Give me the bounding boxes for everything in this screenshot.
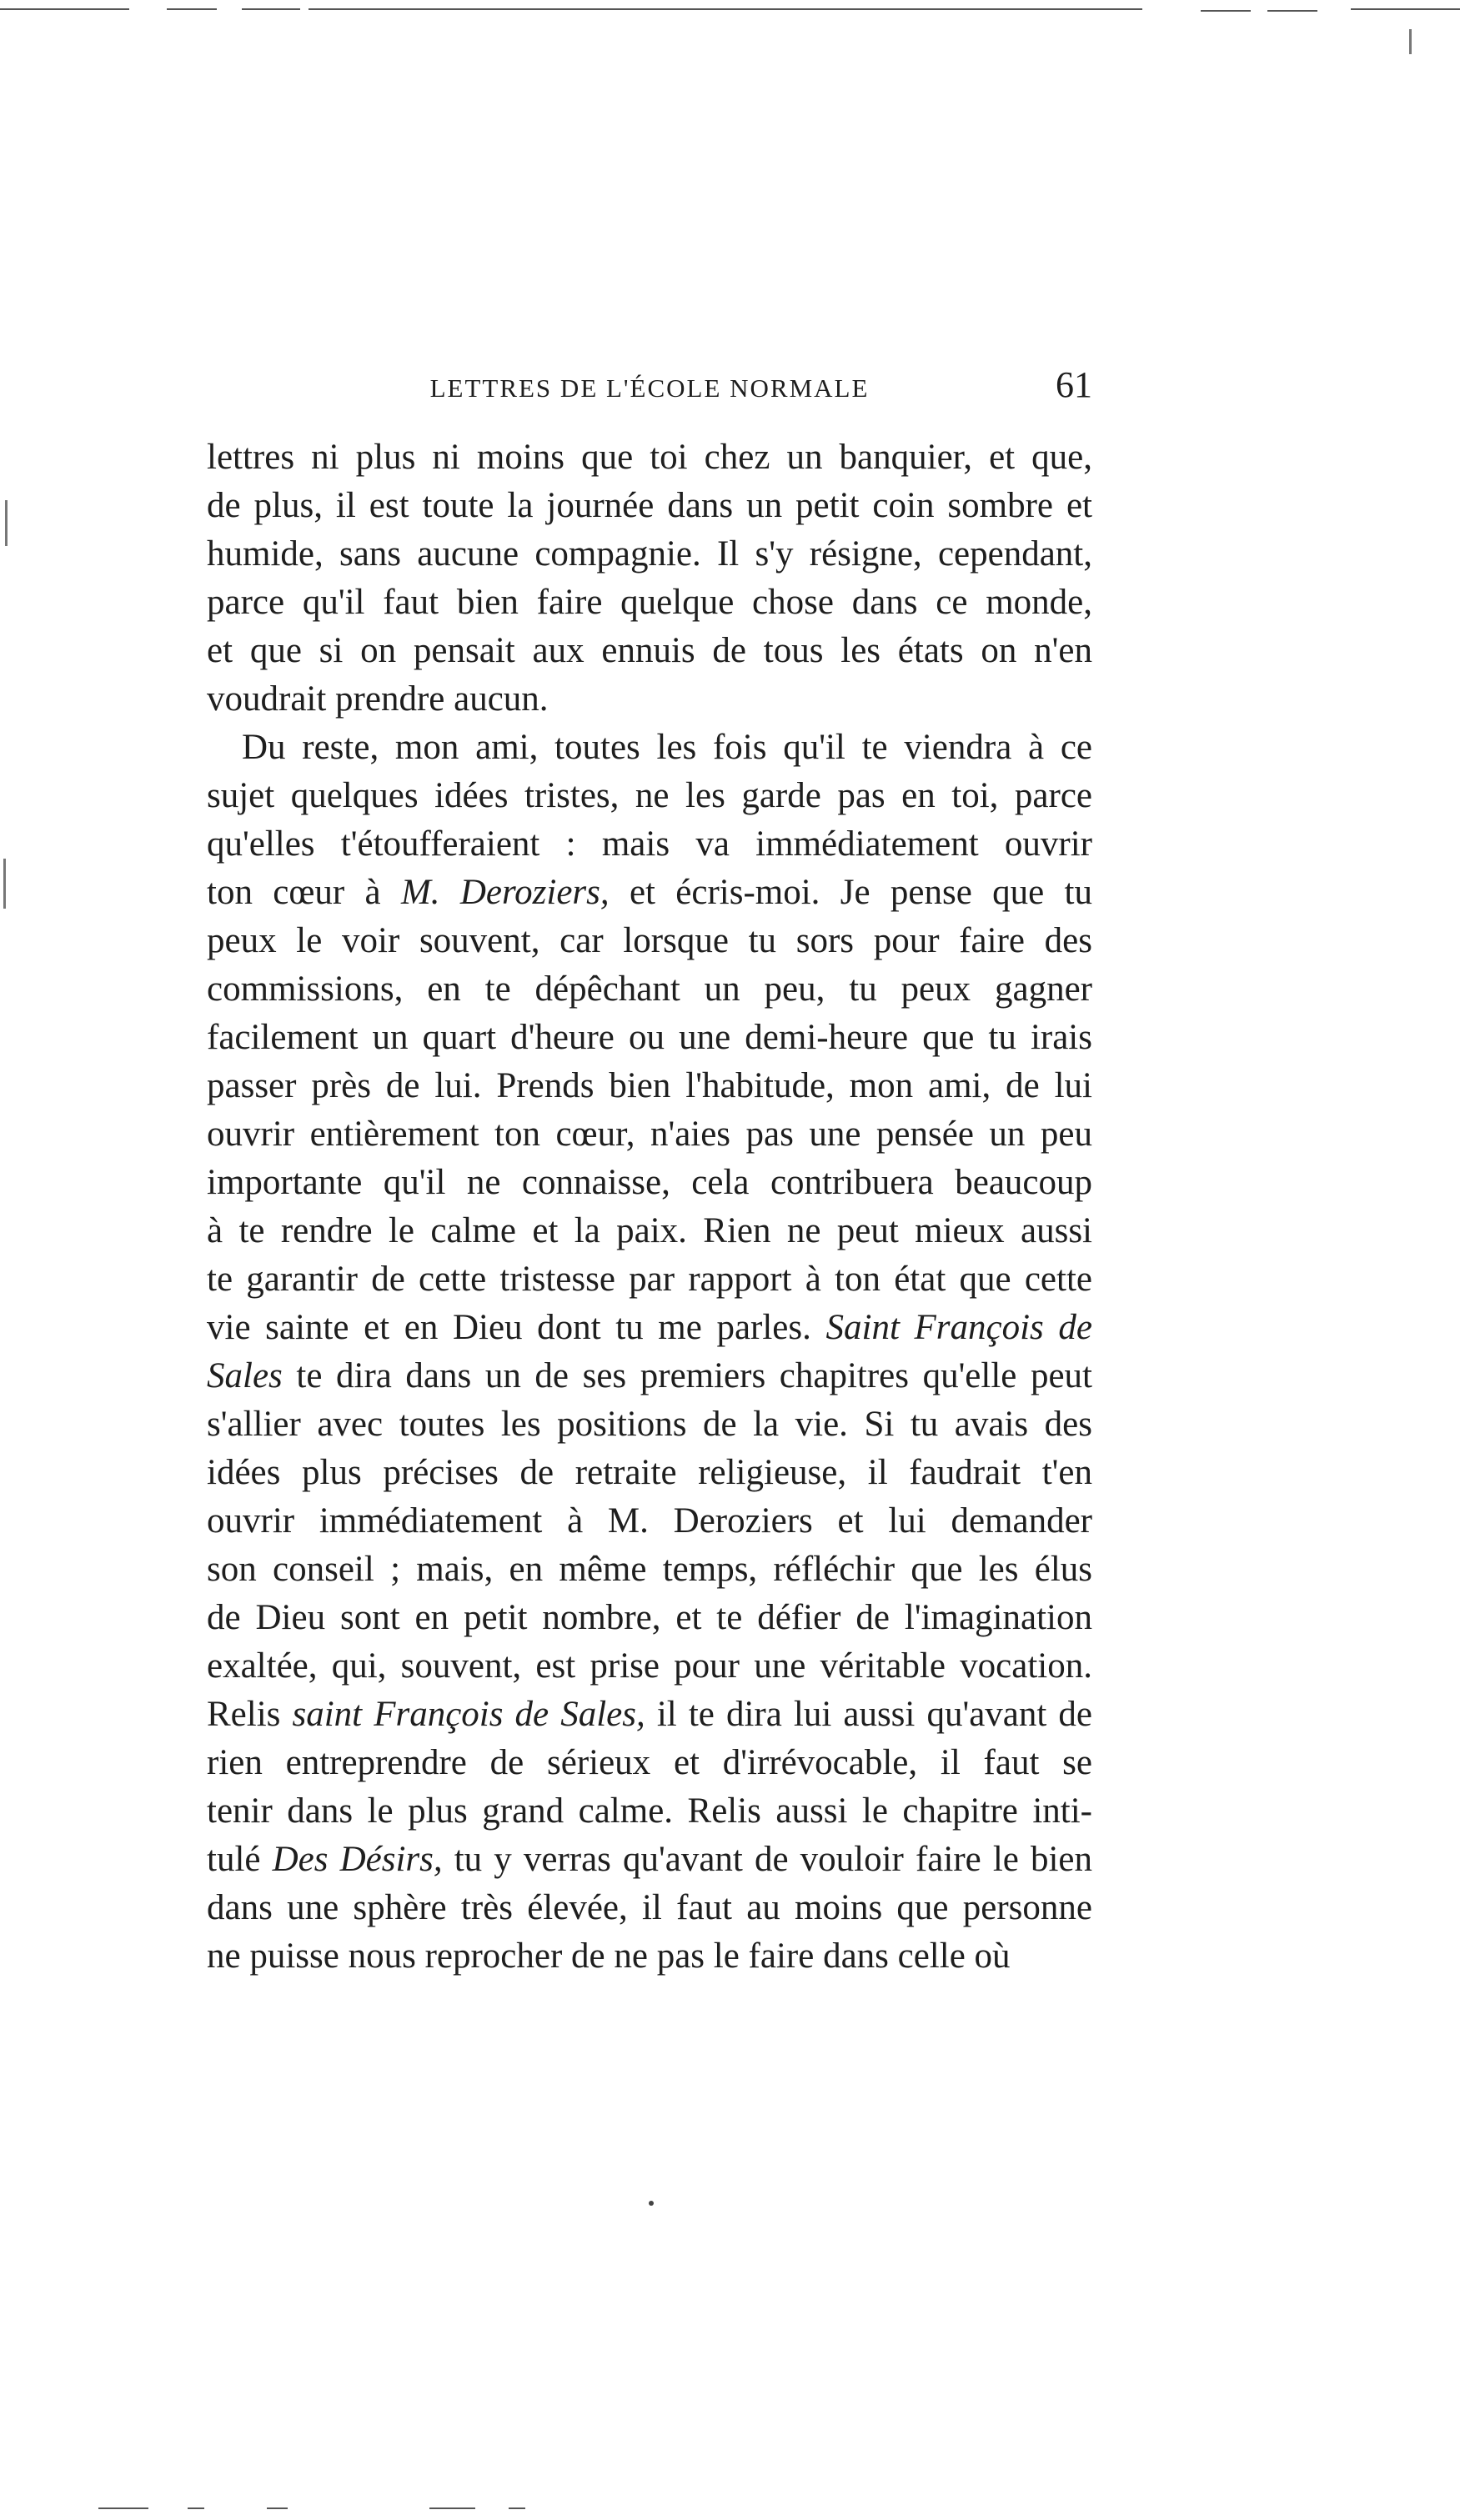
- italic-text: Saint François de: [825, 1308, 1092, 1347]
- text-line: [207, 675, 1092, 724]
- text-line: [207, 1014, 1092, 1062]
- top-edge-rule: [242, 8, 300, 10]
- italic-text: Des Désirs,: [272, 1840, 443, 1879]
- text-line: [207, 1304, 1092, 1352]
- text-segment: de Dieu sont en petit nombre, et te défier de l'imagination: [207, 1598, 1092, 1637]
- margin-mark: [1409, 29, 1412, 54]
- text-line: [207, 530, 1092, 579]
- bottom-edge-rule: [98, 2507, 148, 2509]
- text-segment: rien entreprendre de sérieux et d'irrévocable, il faut se: [207, 1743, 1092, 1782]
- text-segment: ouvrir entièrement ton cœur, n'aies pas une pensée un peu: [207, 1115, 1092, 1154]
- text-segment: tenir dans le plus grand calme. Relis aussi le chapitre inti-: [207, 1791, 1092, 1831]
- text-line: [207, 482, 1092, 530]
- text-segment: qu'elles t'étoufferaient : mais va immédiatement ouvrir: [207, 824, 1092, 864]
- bottom-edge-rule: [188, 2507, 204, 2509]
- text-line: [207, 869, 1092, 917]
- body-text: [207, 433, 1092, 1981]
- text-segment: son conseil ; mais, en même temps, réfléchir que les élus: [207, 1550, 1092, 1589]
- text-line: [207, 1932, 1092, 1981]
- text-line: [207, 1207, 1092, 1255]
- text-segment: ne puisse nous reprocher de ne pas le faire dans celle où: [207, 1936, 1011, 1976]
- text-segment: ouvrir immédiatement à M. Deroziers et lui demander: [207, 1501, 1092, 1541]
- text-line: [207, 579, 1092, 627]
- text-line: [207, 1594, 1092, 1642]
- text-segment: exaltée, qui, souvent, est prise pour une véritable vocation.: [207, 1646, 1092, 1686]
- text-segment: ton cœur à: [207, 873, 401, 912]
- text-line: [207, 1400, 1092, 1449]
- margin-mark: [5, 500, 8, 546]
- text-segment: passer près de lui. Prends bien l'habitude, mon ami, de lui: [207, 1066, 1092, 1105]
- page-number: 61: [1056, 364, 1092, 405]
- bottom-edge-rule: [267, 2507, 288, 2509]
- text-line: [207, 1159, 1092, 1207]
- text-segment: Relis: [207, 1695, 293, 1734]
- bottom-edge-rule: [429, 2507, 475, 2509]
- text-line: [207, 1884, 1092, 1932]
- text-segment: sujet quelques idées tristes, ne les garde pas en toi, parce: [207, 776, 1092, 815]
- stray-dot: [649, 2201, 654, 2206]
- page-header: [207, 365, 1092, 415]
- text-line: [207, 1449, 1092, 1497]
- text-segment: il te dira lui aussi qu'avant de: [645, 1695, 1092, 1734]
- text-segment: vie sainte et en Dieu dont tu me parles.: [207, 1308, 826, 1347]
- text-line: [207, 917, 1092, 965]
- text-segment: dans une sphère très élevée, il faut au moins que personne: [207, 1888, 1092, 1927]
- text-line: [207, 1836, 1092, 1884]
- text-segment: humide, sans aucune compagnie. Il s'y résigne, cependant,: [207, 534, 1092, 574]
- text-line: [207, 627, 1092, 675]
- top-edge-rule: [1351, 8, 1460, 10]
- text-line: [207, 965, 1092, 1014]
- text-line: [207, 1546, 1092, 1594]
- top-edge-rule: [309, 8, 1142, 10]
- text-segment: parce qu'il faut bien faire quelque chose dans ce monde,: [207, 583, 1092, 622]
- bottom-edge-rule: [509, 2507, 525, 2509]
- text-line: [207, 1787, 1092, 1836]
- text-segment: tu y verras qu'avant de vouloir faire le bien: [442, 1840, 1092, 1879]
- text-line: [207, 1642, 1092, 1691]
- text-line: [207, 433, 1092, 482]
- text-segment: tulé: [207, 1840, 273, 1879]
- text-segment: à te rendre le calme et la paix. Rien ne peut mieux aussi: [207, 1211, 1092, 1250]
- text-segment: de plus, il est toute la journée dans un petit coin sombre et: [207, 486, 1092, 525]
- italic-text: saint François de Sales,: [292, 1695, 645, 1734]
- text-segment: s'allier avec toutes les positions de la vie. Si tu avais des: [207, 1405, 1092, 1444]
- text-segment: lettres ni plus ni moins que toi chez un banquier, et que,: [207, 438, 1092, 477]
- text-segment: peux le voir souvent, car lorsque tu sors pour faire des: [207, 921, 1092, 960]
- text-segment: idées plus précises de retraite religieuse, il faudrait t'en: [207, 1453, 1092, 1492]
- top-edge-rule: [1201, 10, 1251, 12]
- text-line: [207, 1497, 1092, 1546]
- text-segment: et que si on pensait aux ennuis de tous les états on n'en: [207, 631, 1092, 670]
- text-segment: et écris-moi. Je pense que tu: [609, 873, 1092, 912]
- text-line: [207, 1691, 1092, 1739]
- top-edge-rule: [167, 8, 217, 10]
- text-line: [207, 724, 1092, 772]
- text-segment: commissions, en te dépêchant un peu, tu peux gagner: [207, 969, 1092, 1009]
- text-segment: voudrait prendre aucun.: [207, 679, 549, 719]
- text-segment: te garantir de cette tristesse par rapport à ton état que cette: [207, 1260, 1092, 1299]
- text-line: [207, 1062, 1092, 1110]
- italic-text: M. Deroziers,: [400, 873, 610, 912]
- text-line: [207, 1352, 1092, 1400]
- text-line: [207, 1739, 1092, 1787]
- top-edge-rule: [1267, 10, 1317, 12]
- text-line: [207, 820, 1092, 869]
- text-segment: facilement un quart d'heure ou une demi-heure que tu irais: [207, 1018, 1092, 1057]
- text-segment: te dira dans un de ses premiers chapitres qu'elle peut: [282, 1356, 1092, 1395]
- italic-text: Sales: [207, 1356, 283, 1395]
- top-edge-rule: [0, 8, 129, 10]
- text-segment: importante qu'il ne connaisse, cela contribuera beaucoup: [207, 1163, 1092, 1202]
- text-line: [207, 1255, 1092, 1304]
- margin-mark: [3, 859, 6, 909]
- text-line: [207, 772, 1092, 820]
- running-title: LETTRES DE L'ÉCOLE NORMALE: [429, 373, 870, 403]
- text-line: [207, 1110, 1092, 1159]
- text-segment: Du reste, mon ami, toutes les fois qu'il te viendra à ce: [242, 728, 1092, 767]
